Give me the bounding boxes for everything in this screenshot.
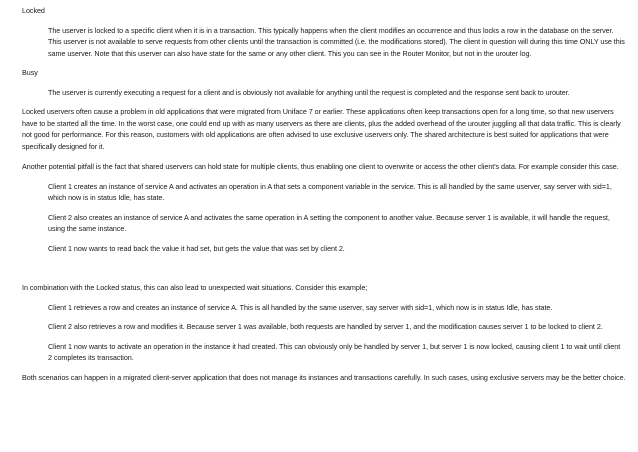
locked-description: The userver is locked to a specific client when it is in a transaction. This typically happens when the client modifies an occurrence and thus locks a row in the database on the server. This userver is not available to serve requests from other clients until the transaction is committed (i.e. the modifications stored). The client in question will during this time ONLY use this same userver. Note that this userver can also have state for the same or any other client. This you can see in the Router Monitor, but not in the urouter log. [48,25,625,58]
example1-step-1: Client 1 creates an instance of service A and activates an operation in A that sets a component variable in the service. This is all handled by the same userver, say server with sid=1, which now is in status Idle, has state. [48,181,612,202]
example2-step-3: Client 1 now wants to activate an operation in the instance it had created. This can obviously only be handled by server 1, but server 1 is now locked, causing client 1 to wait until client 2 completes its transaction. [48,341,621,362]
locked-intro-paragraph: In combination with the Locked status, this can also lead to unexpected wait situations. Consider this example; [22,283,368,292]
busy-description: The userver is currently executing a request for a client and is obviously not available for anything until the request is completed and the response sent back to urouter. [48,87,570,97]
example2-step-1: Client 1 retrieves a row and creates an instance of service A. This is all handled by the same userver, say server with sid=1, which now is in status Idle, has state. [48,302,553,312]
locked-problem-paragraph: Locked uservers often cause a problem in old applications that were migrated from Uniface 7 or earlier. These applications often keep transactions open for a long time, so that new uservers have to be started all the time. In the worst case, one could end up with as many uservers as there are clients, plus the added overhead of the urouter juggling all that data traffic. This is clearly not good for performance. For this reason, customers with old applications are often advised to use exclusive uservers only. The shared architecture is best suited for applications that were specifically designed for it. [22,107,621,151]
locked-heading: Locked [22,6,45,15]
conclusion-paragraph: Both scenarios can happen in a migrated client-server application that does not manage its instances and transactions carefully. In such cases, using exclusive servers may be the better choice. [22,372,626,382]
pitfall-intro-paragraph: Another potential pitfall is the fact that shared uservers can hold state for multiple clients, thus enabling one client to overwrite or access the other client's data. For example consider this case. [22,162,619,171]
example1-step-2: Client 2 also creates an instance of service A and activates the same operation in A setting the component to another value. Because server 1 is available, it will handle the request, using the same instance. [48,212,610,233]
example1-step-3: Client 1 now wants to read back the value it had set, but gets the value that was set by client 2. [48,243,345,253]
example2-step-2: Client 2 also retrieves a row and modifies it. Because server 1 was available, both requests are handled by server 1, and the modification causes server 1 to be locked to client 2. [48,322,603,331]
busy-heading: Busy [22,68,38,77]
